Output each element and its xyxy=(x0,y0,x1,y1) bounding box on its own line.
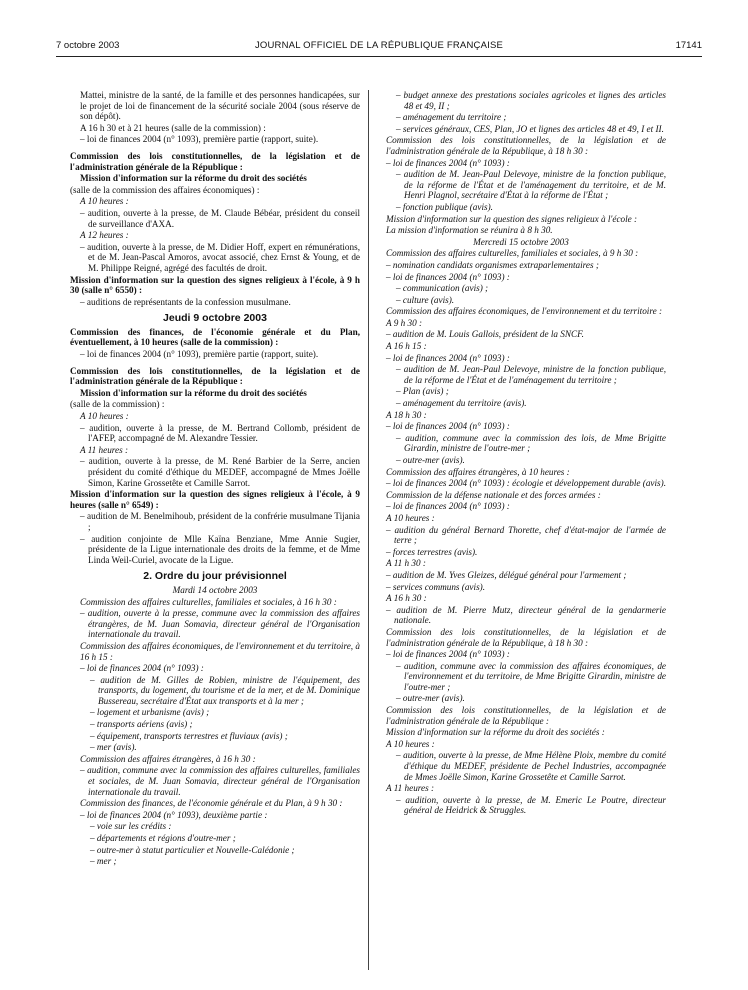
paragraph: – forces terrestres (avis). xyxy=(386,546,478,557)
paragraph: (salle de la commission) : xyxy=(70,399,165,410)
paragraph: Commission des affaires économiques, de l'environnement et du territoire : xyxy=(386,306,663,317)
paragraph: – loi de finances 2004 (n° 1093) : xyxy=(386,271,510,282)
paragraph: – audition de M. Gilles de Robien, ministre de l'équipement, des transports, du logement, du tourisme et de la mer, et de M. Dominique Bussereau, secrétaire d'État aux transports et à la mer ; xyxy=(90,674,360,706)
paragraph: – audition de M. Pierre Mutz, directeur général de la gendarmerie nationale. xyxy=(386,604,666,626)
paragraph: – loi de finances 2004 (n° 1093), première partie (rapport, suite). xyxy=(80,134,319,145)
paragraph: – équipement, transports terrestres et fluviaux (avis) ; xyxy=(90,730,288,741)
paragraph: – fonction publique (avis). xyxy=(396,201,493,212)
paragraph: Commission des affaires culturelles, familiales et sociales, à 9 h 30 : xyxy=(386,248,639,259)
paragraph: Commission des affaires économiques, de l'environnement et du territoire, à 16 h 15 : xyxy=(80,640,360,662)
paragraph: – audition, commune avec la commission des affaires culturelles, familiales et sociales, de M. Juan Somavia, directeur général de l'Organisation internationale du travail. xyxy=(80,765,360,797)
paragraph: – budget annexe des prestations sociales agricoles et lignes des articles 48 et 49, II ; xyxy=(396,90,666,111)
paragraph: Commission des finances, de l'économie générale et du Plan, à 9 h 30 : xyxy=(80,798,343,809)
header-date: 7 octobre 2003 xyxy=(56,40,120,51)
section-heading: 2. Ordre du jour prévisionnel xyxy=(143,570,287,583)
paragraph: – audition, ouverte à la presse, de M. René Barbier de la Serre, ancien président du comité d'éthique du MEDEF, accompagné de Mmes Joëlle Simon, Karine Grossetête et Camille Sarrot. xyxy=(80,456,360,488)
section-heading: Jeudi 9 octobre 2003 xyxy=(163,312,267,325)
paragraph: – loi de finances 2004 (n° 1093) : xyxy=(386,649,510,660)
paragraph: – services généraux, CES, Plan, JO et lignes des articles 48 et 49, I et II. xyxy=(396,123,664,134)
paragraph: – audition, ouverte à la presse, de M. Bertrand Collomb, président de l'AFEP, accompagné de M. Alexandre Tessier. xyxy=(80,422,360,444)
right-column xyxy=(376,90,666,817)
paragraph: A 10 heures : xyxy=(80,411,129,422)
paragraph: Commission des affaires étrangères, à 10 heures : xyxy=(386,466,570,477)
paragraph: – aménagement du territoire ; xyxy=(396,112,507,123)
paragraph: Mission d'information sur la réforme du droit des sociétés xyxy=(80,173,307,184)
paragraph: Commission des lois constitutionnelles, de la législation et de l'administration générale de la République : xyxy=(70,150,360,172)
header-page-number: 17141 xyxy=(675,40,702,51)
paragraph: – outre-mer à statut particulier et Nouvelle-Calédonie ; xyxy=(90,844,295,855)
paragraph: Mattei, ministre de la santé, de la famille et des personnes handicapées, sur le projet de loi de financement de la sécurité sociale 2004 (sous réserve de son dépôt). xyxy=(80,90,360,122)
paragraph: A 16 h 30 et à 21 heures (salle de la commission) : xyxy=(80,122,266,133)
paragraph: – nomination candidats organismes extraparlementaires ; xyxy=(386,259,599,270)
paragraph: A 18 h 30 : xyxy=(386,409,427,420)
paragraph: – audition de M. Jean-Paul Delevoye, ministre de la fonction publique, de la réforme de l'État et de l'aménagement du territoire ; xyxy=(396,364,666,385)
paragraph: Mercredi 15 octobre 2003 xyxy=(473,236,569,247)
paragraph: A 12 heures : xyxy=(80,230,129,241)
paragraph: A 11 h 30 : xyxy=(386,558,426,569)
left-column xyxy=(70,90,360,868)
paragraph: Mission d'information sur la question des signes religieux à l'école : xyxy=(386,213,638,224)
paragraph: La mission d'information se réunira à 8 h 30. xyxy=(386,225,553,236)
paragraph: Commission de la défense nationale et des forces armées : xyxy=(386,489,601,500)
paragraph: – culture (avis). xyxy=(396,294,455,305)
paragraph: – audition, commune avec la commission des affaires économiques, de l'environnement et du territoire, de Mme Brigitte Girardin, ministre de l'outre-mer ; xyxy=(396,660,666,692)
paragraph: – loi de finances 2004 (n° 1093), deuxième partie : xyxy=(80,809,268,820)
paragraph: – communication (avis) ; xyxy=(396,283,489,294)
paragraph: – audition, ouverte à la presse, de Mme Hélène Ploix, membre du comité d'éthique du MEDEF, présidente de Pechel Industries, accompagnée de Mmes Joëlle Simon, Karine Grossetête et Camille Sarrot. xyxy=(396,750,666,782)
paragraph: – audition, ouverte à la presse, de M. Emeric Le Poutre, directeur général de Heidrick & Struggles. xyxy=(396,794,666,816)
paragraph: – loi de finances 2004 (n° 1093) : xyxy=(386,352,510,363)
paragraph: Mission d'information sur la réforme du droit des sociétés xyxy=(80,387,307,398)
paragraph: – outre-mer (avis). xyxy=(396,693,465,704)
paragraph: – audition de M. Louis Gallois, président de la SNCF. xyxy=(386,329,584,340)
paragraph: A 10 heures : xyxy=(80,196,129,207)
paragraph: – aménagement du territoire (avis). xyxy=(396,398,527,409)
paragraph: – audition, ouverte à la presse, commune avec la commission des affaires étrangères, de M. Juan Somavia, directeur général de l'Organisation internationale du travail. xyxy=(80,608,360,640)
paragraph: Mission d'information sur la question des signes religieux à l'école, à 9 h 30 (salle n° 6550) : xyxy=(70,274,360,296)
paragraph: – audition, commune avec la commission des lois, de Mme Brigitte Girardin, ministre de l'outre-mer ; xyxy=(396,432,666,454)
paragraph: A 16 h 30 : xyxy=(386,593,427,604)
paragraph: Mission d'information sur la réforme du droit des sociétés : xyxy=(386,727,605,738)
paragraph: A 11 heures : xyxy=(80,444,129,455)
paragraph: – audition du général Bernard Thorette, chef d'état-major de l'armée de terre ; xyxy=(386,524,666,546)
page-header xyxy=(56,40,702,54)
paragraph: (salle de la commission des affaires économiques) : xyxy=(70,184,260,195)
paragraph: – loi de finances 2004 (n° 1093) : xyxy=(80,663,204,674)
paragraph: A 10 heures : xyxy=(386,738,435,749)
paragraph: – audition de M. Benelmihoub, président de la confrérie musulmane Tijania ; xyxy=(80,511,360,532)
paragraph: A 9 h 30 : xyxy=(386,317,423,328)
paragraph: – voie sur les crédits : xyxy=(90,821,172,832)
paragraph: – loi de finances 2004 (n° 1093) : xyxy=(386,157,510,168)
paragraph: – Plan (avis) ; xyxy=(396,386,449,397)
paragraph: Commission des finances, de l'économie générale et du Plan, éventuellement, à 10 heures (salle de la commission) : xyxy=(70,326,360,348)
paragraph: – transports aériens (avis) ; xyxy=(90,719,193,730)
paragraph: – audition de M. Yves Gleizes, délégué général pour l'armement ; xyxy=(386,569,627,580)
paragraph: – audition de M. Jean-Paul Delevoye, ministre de la fonction publique, de la réforme de l'État et de l'aménagement du territoire, et de M. Henri Plagnol, secrétaire d'État à la réforme de l'État ; xyxy=(396,169,666,201)
paragraph: Commission des affaires étrangères, à 16 h 30 : xyxy=(80,753,256,764)
paragraph: Commission des lois constitutionnelles, de la législation et de l'administration générale de la République : xyxy=(70,365,360,387)
paragraph: Commission des lois constitutionnelles, de la législation et de l'administration générale de la République : xyxy=(386,705,666,726)
header-title: JOURNAL OFFICIEL DE LA RÉPUBLIQUE FRANÇAISE xyxy=(254,40,504,51)
paragraph: – services communs (avis). xyxy=(386,581,485,592)
paragraph: A 16 h 15 : xyxy=(386,341,427,352)
paragraph: Commission des lois constitutionnelles, de la législation et de l'administration générale de la République, à 18 h 30 : xyxy=(386,135,666,156)
paragraph: – départements et régions d'outre-mer ; xyxy=(90,833,236,843)
paragraph: Commission des lois constitutionnelles, de la législation et de l'administration générale de la République, à 18 h 30 : xyxy=(386,626,666,648)
paragraph: A 10 heures : xyxy=(386,512,435,523)
paragraph: – loi de finances 2004 (n° 1093), première partie (rapport, suite). xyxy=(80,349,319,360)
paragraph: Mardi 14 octobre 2003 xyxy=(172,584,258,595)
paragraph: – audition conjointe de Mlle Kaïna Benziane, Mme Annie Sugier, présidente de la Ligue internationale des droits de la femme, et de Mme Linda Weil-Curiel, avocate de la Ligue. xyxy=(80,533,360,565)
paragraph: – outre-mer (avis). xyxy=(396,455,465,465)
paragraph: Mission d'information sur la question des signes religieux à l'école, à 9 heures (salle n° 6549) : xyxy=(70,489,360,510)
paragraph: A 11 heures : xyxy=(386,783,435,794)
paragraph: – auditions de représentants de la confession musulmane. xyxy=(80,296,291,307)
paragraph: Commission des affaires culturelles, familiales et sociales, à 16 h 30 : xyxy=(80,596,337,607)
paragraph: – logement et urbanisme (avis) ; xyxy=(90,707,210,718)
header-rule xyxy=(56,56,702,57)
paragraph: – loi de finances 2004 (n° 1093) : xyxy=(386,501,510,512)
paragraph: – mer (avis). xyxy=(90,742,137,753)
paragraph: – loi de finances 2004 (n° 1093) : xyxy=(386,421,510,432)
paragraph: – audition, ouverte à la presse, de M. Didier Hoff, expert en rémunérations, et de M. Jean-Pascal Amoros, avocat associé, chez Ernst & Young, et de M. Philippe Reigné, agrégé des facultés de droit. xyxy=(80,241,360,273)
paragraph: – loi de finances 2004 (n° 1093) : écologie et développement durable (avis). xyxy=(386,478,666,489)
paragraph: – audition, ouverte à la presse, de M. Claude Bébéar, président du conseil de surveillance d'AXA. xyxy=(80,207,360,229)
paragraph: – mer ; xyxy=(90,856,117,867)
column-divider xyxy=(368,90,369,970)
